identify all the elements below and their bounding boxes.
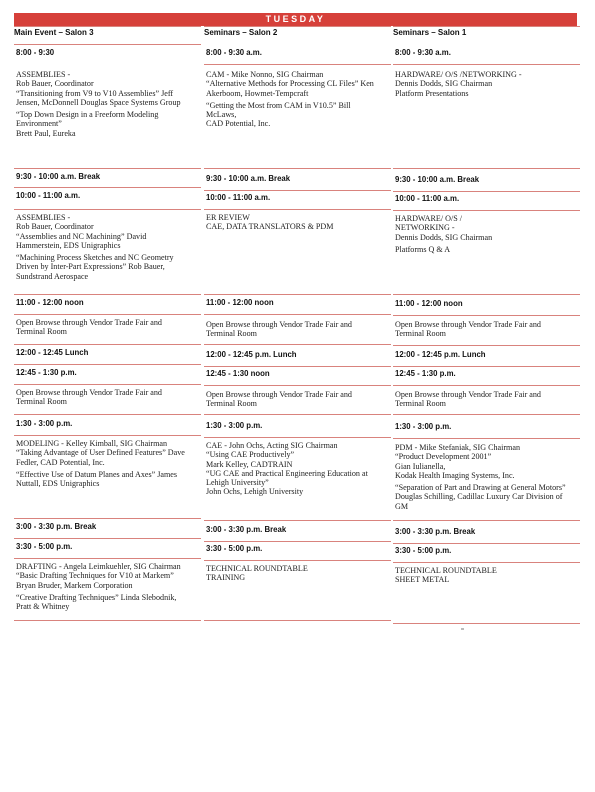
time-slot: 3:00 - 3:30 p.m. Break <box>395 527 476 536</box>
divider-line <box>204 560 391 561</box>
divider-line <box>393 26 580 27</box>
divider-line <box>14 344 201 345</box>
time-slot: 12:00 - 12:45 p.m. Lunch <box>395 350 486 359</box>
session-details <box>206 213 382 232</box>
divider-line <box>14 364 201 365</box>
time-slot: 3:30 - 5:00 p.m. <box>395 546 452 555</box>
divider-line <box>393 543 580 544</box>
divider-line <box>393 438 580 439</box>
time-slot: 9:30 - 10:00 a.m. Break <box>206 174 291 183</box>
session-details <box>16 562 192 611</box>
session-text: “Top Down Design in a Freeform Modeling Environment” Brett Paul, Eureka <box>16 110 159 138</box>
session-details <box>206 320 382 339</box>
divider-line <box>204 314 391 315</box>
session-text: MODELING - Kelley Kimball, SIG Chairman “Taking Advantage of User Defined Features” Dave Fedler, CAD Potential, Inc. <box>16 439 185 467</box>
divider-line <box>204 26 391 27</box>
time-slot: 9:30 - 10:00 a.m. Break <box>16 172 101 181</box>
time-slot: 1:30 - 3:00 p.m. <box>16 419 73 428</box>
session-details <box>206 390 382 409</box>
divider-line <box>204 414 391 415</box>
time-slot: 3:00 - 3:30 p.m. Break <box>16 522 97 531</box>
divider-line <box>14 414 201 415</box>
column-heading: Seminars – Salon 1 <box>393 28 467 37</box>
session-text: TECHNICAL ROUNDTABLE TRAINING <box>206 564 308 583</box>
session-text: Open Browse through Vendor Trade Fair and Terminal Room <box>16 388 162 407</box>
divider-line <box>14 518 201 519</box>
divider-line <box>14 44 201 45</box>
time-slot: 10:00 - 11:00 a.m. <box>395 194 460 203</box>
divider-line <box>204 209 391 210</box>
session-text: ASSEMBLIES - Rob Bauer, Coordinator “Assemblies and NC Machining” David Hammerstein, EDS Unigraphics <box>16 213 147 250</box>
divider-line <box>393 191 580 192</box>
session-text: DRAFTING - Angela Leimkuehler, SIG Chairman “Basic Drafting Techniques for V10 at Markem” Bryan Bruder, Markem Corporation <box>16 562 181 590</box>
session-details <box>16 213 192 281</box>
divider-line <box>393 385 580 386</box>
time-slot: 11:00 - 12:00 noon <box>395 299 463 308</box>
session-text: “Getting the Most from CAM in V10.5” Bill McLaws, CAD Potential, Inc. <box>206 100 351 129</box>
session-details <box>395 70 571 98</box>
divider-line <box>14 209 201 210</box>
session-text: TECHNICAL ROUNDTABLE SHEET METAL <box>395 566 497 585</box>
divider-line <box>393 315 580 316</box>
session-text: HARDWARE/ O/S / NETWORKING - Dennis Dodds, SIG Chairman <box>395 214 493 242</box>
day-banner: TUESDAY <box>14 13 577 26</box>
time-slot: 12:45 - 1:30 p.m. <box>395 369 456 378</box>
session-details <box>395 320 571 339</box>
divider-line <box>204 344 391 345</box>
divider-line <box>393 623 580 624</box>
time-slot: 3:30 - 5:00 p.m. <box>16 542 73 551</box>
time-slot: 12:45 - 1:30 p.m. <box>16 368 77 377</box>
session-text: Open Browse through Vendor Trade Fair and Terminal Room <box>206 390 352 409</box>
divider-line <box>14 168 201 169</box>
divider-line <box>204 168 391 169</box>
time-slot: 12:45 - 1:30 noon <box>206 369 270 378</box>
divider-line <box>204 294 391 295</box>
session-text: ER REVIEW CAE, DATA TRANSLATORS & PDM <box>206 213 334 232</box>
divider-line <box>393 345 580 346</box>
divider-line <box>204 366 391 367</box>
time-slot: 1:30 - 3:00 p.m. <box>206 421 263 430</box>
divider-line <box>393 64 580 65</box>
session-text: HARDWARE/ O/S /NETWORKING - Dennis Dodds, SIG Chairman Platform Presentations <box>395 70 522 98</box>
divider-line <box>204 437 391 438</box>
session-details <box>395 390 571 409</box>
session-text: PDM - Mike Stefaniak, SIG Chairman “Product Development 2001” Gian Iulianella, Kodak Health Imaging Systems, Inc. <box>395 443 520 480</box>
session-details <box>206 564 382 583</box>
divider-line <box>393 562 580 563</box>
divider-line <box>14 294 201 295</box>
session-details <box>16 318 192 337</box>
time-slot: 10:00 - 11:00 a.m. <box>206 193 271 202</box>
divider-line <box>14 26 201 27</box>
divider-line <box>393 520 580 521</box>
session-text: CAM - Mike Nonno, SIG Chairman “Alternative Methods for Processing CL Files” Ken Akerboom, Howmet-Tempcraft <box>206 70 374 98</box>
time-slot: 3:30 - 5:00 p.m. <box>206 544 263 553</box>
divider-line <box>393 210 580 211</box>
session-text: Open Browse through Vendor Trade Fair and Terminal Room <box>395 320 541 339</box>
time-slot: 8:00 - 9:30 a.m. <box>206 48 262 57</box>
divider-line <box>393 414 580 415</box>
session-details <box>395 443 571 511</box>
session-text: Platforms Q & A <box>395 244 451 254</box>
divider-line <box>393 294 580 295</box>
session-text: “Effective Use of Datum Planes and Axes” James Nuttall, EDS Unigraphics <box>16 469 178 489</box>
time-slot: 12:00 - 12:45 Lunch <box>16 348 89 357</box>
time-slot: 8:00 - 9:30 a.m. <box>395 48 451 57</box>
divider-line <box>204 385 391 386</box>
session-details <box>395 214 571 254</box>
session-details <box>206 70 382 129</box>
column-heading: Seminars – Salon 2 <box>204 28 278 37</box>
session-details <box>16 388 192 407</box>
divider-line <box>14 620 201 621</box>
divider-line <box>393 168 580 169</box>
session-text: CAE - John Ochs, Acting SIG Chairman “Using CAE Productively” Mark Kelley, CADTRAIN “UG CAE and Practical Engineering Education at Lehigh University” John Ochs, Lehigh University <box>206 441 368 497</box>
time-slot: 1:30 - 3:00 p.m. <box>395 422 452 431</box>
scan-speck <box>461 628 464 630</box>
divider-line <box>14 435 201 436</box>
time-slot: 8:00 - 9:30 <box>16 48 55 57</box>
divider-line <box>204 190 391 191</box>
divider-line <box>204 64 391 65</box>
divider-line <box>14 314 201 315</box>
session-text: “Creative Drafting Techniques” Linda Slebodnik, Pratt & Whitney <box>16 592 177 612</box>
divider-line <box>14 538 201 539</box>
time-slot: 3:00 - 3:30 p.m. Break <box>206 525 287 534</box>
divider-line <box>204 620 391 621</box>
column-heading: Main Event – Salon 3 <box>14 28 94 37</box>
session-details <box>206 441 382 497</box>
session-text: Open Browse through Vendor Trade Fair and Terminal Room <box>395 390 541 409</box>
divider-line <box>14 384 201 385</box>
divider-line <box>204 520 391 521</box>
time-slot: 9:30 - 10:00 a.m. Break <box>395 175 480 184</box>
session-text: Open Browse through Vendor Trade Fair and Terminal Room <box>206 320 352 339</box>
session-text: “Machining Process Sketches and NC Geometry Driven by Inter-Part Expressions” Rob Bauer, Sundstrand Aerospace <box>16 253 174 281</box>
session-text: Open Browse through Vendor Trade Fair and Terminal Room <box>16 318 162 337</box>
time-slot: 11:00 - 12:00 noon <box>16 298 84 307</box>
time-slot: 12:00 - 12:45 p.m. Lunch <box>206 350 297 359</box>
session-text: ASSEMBLIES - Rob Bauer, Coordinator “Transitioning from V9 to V10 Assemblies” Jeff Jensen, McDonnell Douglas Space Systems Group <box>16 70 181 107</box>
session-details <box>16 439 192 488</box>
divider-line <box>14 187 201 188</box>
divider-line <box>14 558 201 559</box>
session-text: “Separation of Part and Drawing at General Motors” Douglas Schilling, Cadillac Luxury Car Division of GM <box>395 483 566 511</box>
divider-line <box>204 541 391 542</box>
time-slot: 10:00 - 11:00 a.m. <box>16 191 81 200</box>
time-slot: 11:00 - 12:00 noon <box>206 298 274 307</box>
session-details <box>395 566 571 585</box>
session-details <box>16 70 192 138</box>
divider-line <box>393 366 580 367</box>
